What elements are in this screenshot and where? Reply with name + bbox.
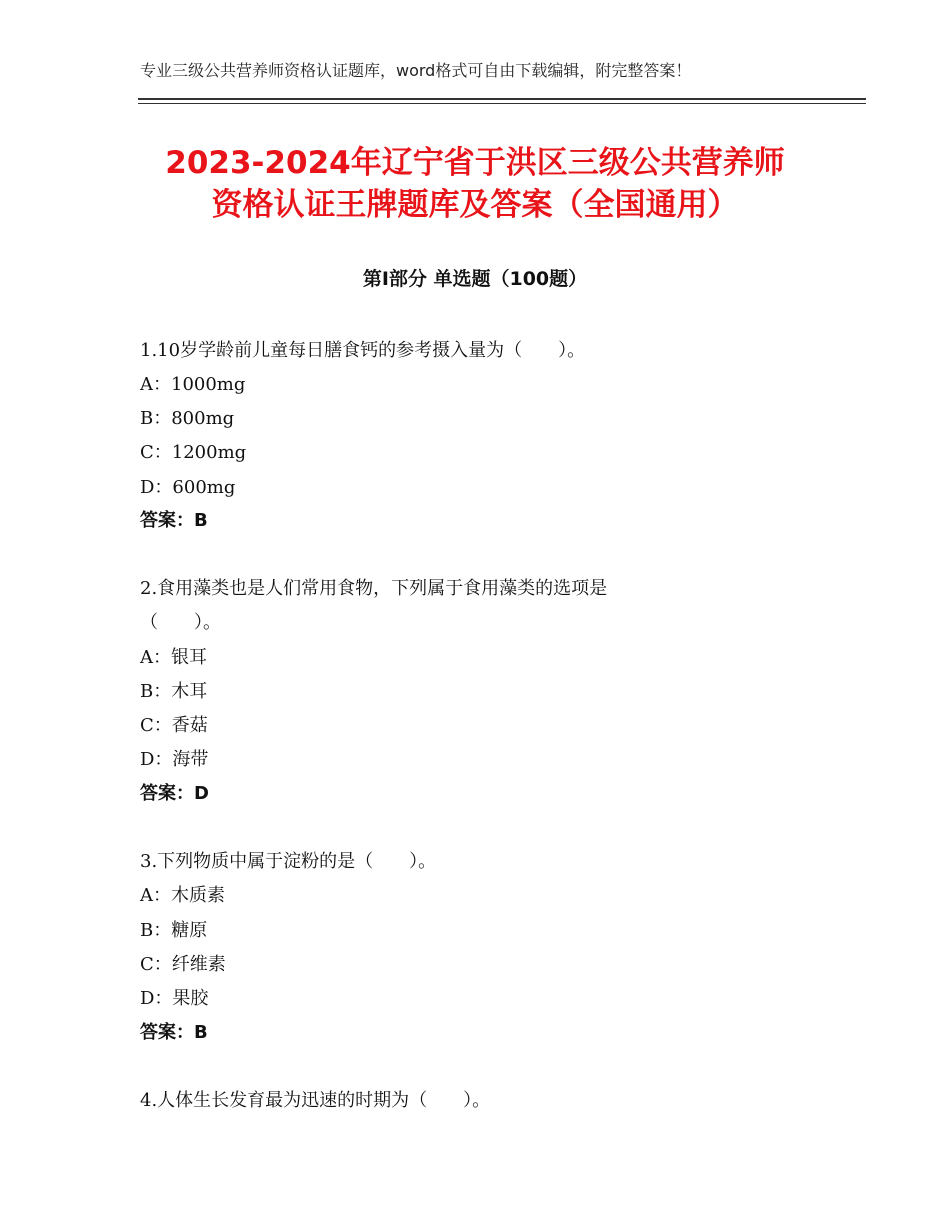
question-1-stem: 1.10岁学龄前儿童每日膳食钙的参考摄入量为（ ）。 bbox=[140, 340, 586, 361]
header-rule-thin bbox=[138, 103, 866, 104]
question-2-answer: 答案：D bbox=[140, 783, 209, 804]
question-4-stem: 4.人体生长发育最为迅速的时期为（ ）。 bbox=[140, 1090, 491, 1111]
question-2-stem-line-2: （ ）。 bbox=[140, 612, 221, 633]
question-2-stem-line-1: 2.食用藻类也是人们常用食物，下列属于食用藻类的选项是 bbox=[140, 578, 608, 599]
section-heading: 第Ⅰ部分 单选题（100题） bbox=[362, 268, 588, 290]
question-1-answer: 答案：B bbox=[140, 510, 208, 531]
question-2-option-c: C：香菇 bbox=[140, 715, 208, 736]
question-1-option-c: C：1200mg bbox=[140, 442, 247, 463]
question-3-option-d: D：果胶 bbox=[140, 988, 209, 1009]
header-note: 专业三级公共营养师资格认证题库，word格式可自由下载编辑，附完整答案！ bbox=[140, 61, 692, 80]
question-2-option-a: A：银耳 bbox=[140, 647, 207, 668]
header-rule-thick bbox=[138, 98, 866, 100]
question-1-option-d: D：600mg bbox=[140, 477, 236, 498]
question-3-stem: 3.下列物质中属于淀粉的是（ ）。 bbox=[140, 851, 437, 872]
question-1-option-b: B：800mg bbox=[140, 408, 235, 429]
title-line-1: 2023-2024年辽宁省于洪区三级公共营养师 bbox=[165, 145, 785, 181]
question-2-option-b: B：木耳 bbox=[140, 681, 208, 702]
question-1-option-a: A：1000mg bbox=[140, 374, 246, 395]
question-3-option-c: C：纤维素 bbox=[140, 954, 226, 975]
title-line-2: 资格认证王牌题库及答案（全国通用） bbox=[211, 187, 739, 223]
question-3-option-a: A：木质素 bbox=[140, 885, 225, 906]
question-3-option-b: B：糖原 bbox=[140, 920, 208, 941]
question-2-option-d: D：海带 bbox=[140, 749, 209, 770]
document-title bbox=[60, 142, 890, 226]
question-3-answer: 答案：B bbox=[140, 1022, 208, 1043]
